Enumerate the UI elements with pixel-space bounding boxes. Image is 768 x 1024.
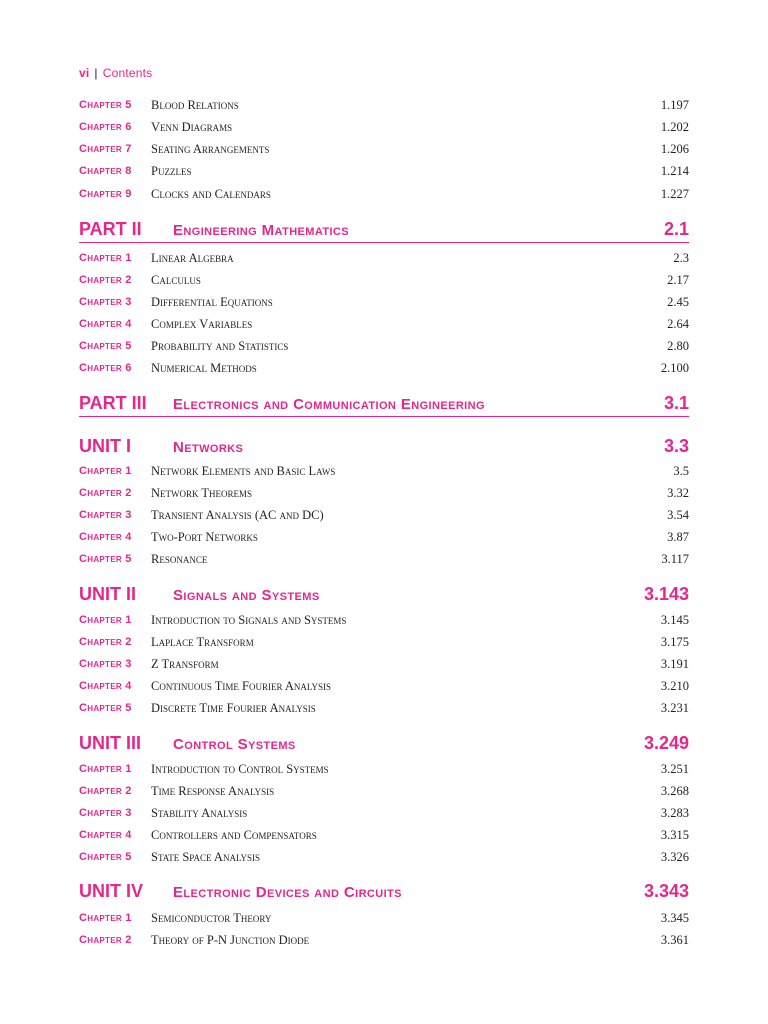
heading-title: Engineering Mathematics (173, 222, 350, 239)
heading-title: Control Systems (173, 736, 296, 753)
heading-title: Signals and Systems (173, 587, 320, 604)
part-heading (79, 216, 689, 243)
unit-heading (79, 730, 689, 756)
chapter-label: Chapter 6 (79, 121, 132, 133)
chapter-label: Chapter 3 (79, 509, 132, 521)
unit-heading (79, 581, 689, 607)
chapter-label: Chapter 1 (79, 763, 132, 775)
chapter-label: Chapter 5 (79, 702, 132, 714)
toc-chapter-row (79, 358, 689, 378)
heading-page-number: 3.249 (643, 733, 689, 753)
toc-chapter-row (79, 781, 689, 801)
heading-label: UNIT IV (79, 881, 144, 901)
toc-chapter-row (79, 549, 689, 569)
chapter-page-number: 1.197 (660, 98, 689, 112)
toc-chapter-row (79, 847, 689, 867)
heading-title: Electronics and Communication Engineering (173, 396, 485, 413)
chapter-page-number: 1.227 (660, 187, 689, 201)
heading-label: UNIT II (79, 584, 136, 604)
toc-chapter-row (79, 314, 689, 334)
toc-chapter-row (79, 676, 689, 696)
chapter-label: Chapter 3 (79, 807, 132, 819)
chapter-page-number: 3.268 (660, 784, 689, 798)
chapter-title: Theory of P-N Junction Diode (151, 933, 310, 947)
toc-chapter-row (79, 610, 689, 630)
chapter-title: Network Theorems (151, 486, 253, 500)
chapter-page-number: 2.100 (660, 361, 689, 375)
chapter-title: Continuous Time Fourier Analysis (151, 679, 332, 693)
chapter-title: Numerical Methods (151, 361, 257, 375)
heading-label: UNIT I (79, 436, 131, 456)
toc-chapter-row (79, 825, 689, 845)
heading-page-number: 3.3 (663, 436, 689, 456)
chapter-page-number: 2.64 (667, 317, 689, 331)
chapter-page-number: 1.206 (660, 142, 689, 156)
chapter-page-number: 2.45 (667, 295, 689, 309)
toc-chapter-row (79, 698, 689, 718)
chapter-title: Discrete Time Fourier Analysis (151, 701, 316, 715)
chapter-page-number: 3.175 (660, 635, 689, 649)
chapter-title: Controllers and Compensators (151, 828, 317, 842)
heading-title: Electronic Devices and Circuits (173, 884, 402, 901)
chapter-title: Venn Diagrams (151, 120, 233, 134)
chapter-title: Blood Relations (151, 98, 239, 112)
chapter-page-number: 3.54 (667, 508, 689, 522)
chapter-title: Complex Variables (151, 317, 253, 331)
chapter-label: Chapter 2 (79, 636, 132, 648)
chapter-title: State Space Analysis (151, 850, 261, 864)
unit-heading (79, 433, 689, 459)
toc-chapter-row (79, 161, 689, 181)
chapter-label: Chapter 9 (79, 188, 132, 200)
chapter-page-number: 3.5 (673, 464, 689, 478)
toc-chapter-row (79, 117, 689, 137)
chapter-label: Chapter 4 (79, 680, 132, 692)
chapter-title: Network Elements and Basic Laws (151, 464, 336, 478)
chapter-title: Differential Equations (151, 295, 273, 309)
toc-chapter-row (79, 248, 689, 268)
toc-chapter-row (79, 654, 689, 674)
header-title: Contents (102, 66, 153, 80)
chapter-label: Chapter 5 (79, 99, 132, 111)
toc-chapter-row (79, 461, 689, 481)
chapter-label: Chapter 2 (79, 785, 132, 797)
running-header (79, 66, 152, 80)
toc-chapter-row (79, 139, 689, 159)
chapter-label: Chapter 1 (79, 614, 132, 626)
chapter-page-number: 2.17 (667, 273, 689, 287)
heading-label: UNIT III (79, 733, 141, 753)
toc-chapter-row (79, 505, 689, 525)
chapter-title: Semiconductor Theory (151, 911, 272, 925)
chapter-label: Chapter 5 (79, 340, 132, 352)
chapter-title: Time Response Analysis (151, 784, 275, 798)
chapter-title: Introduction to Control Systems (151, 762, 329, 776)
chapter-label: Chapter 2 (79, 274, 132, 286)
chapter-title: Clocks and Calendars (151, 187, 271, 201)
heading-label: PART III (79, 393, 147, 413)
chapter-page-number: 2.3 (673, 251, 689, 265)
chapter-page-number: 3.315 (660, 828, 689, 842)
chapter-title: Z Transform (151, 657, 219, 671)
chapter-label: Chapter 4 (79, 531, 132, 543)
chapter-page-number: 3.87 (667, 530, 689, 544)
toc-chapter-row (79, 632, 689, 652)
toc-chapter-row (79, 759, 689, 779)
chapter-label: Chapter 4 (79, 829, 132, 841)
chapter-label: Chapter 2 (79, 487, 132, 499)
chapter-page-number: 3.283 (660, 806, 689, 820)
heading-page-number: 3.1 (663, 393, 689, 413)
chapter-label: Chapter 1 (79, 252, 132, 264)
chapter-page-number: 1.202 (660, 120, 689, 134)
header-separator: | (94, 66, 98, 80)
chapter-title: Two-Port Networks (151, 530, 258, 544)
toc-chapter-row (79, 292, 689, 312)
chapter-title: Laplace Transform (151, 635, 254, 649)
toc-chapter-row (79, 270, 689, 290)
chapter-title: Transient Analysis (AC and DC) (151, 508, 324, 522)
chapter-label: Chapter 7 (79, 143, 132, 155)
chapter-label: Chapter 5 (79, 553, 132, 565)
page-number: vi (79, 66, 90, 80)
toc-chapter-row (79, 527, 689, 547)
chapter-page-number: 1.214 (660, 164, 689, 178)
chapter-page-number: 3.145 (660, 613, 689, 627)
chapter-label: Chapter 4 (79, 318, 132, 330)
chapter-label: Chapter 3 (79, 296, 132, 308)
chapter-page-number: 3.231 (660, 701, 689, 715)
chapter-label: Chapter 1 (79, 465, 132, 477)
chapter-page-number: 3.345 (660, 911, 689, 925)
toc-chapter-row (79, 483, 689, 503)
chapter-label: Chapter 5 (79, 851, 132, 863)
chapter-label: Chapter 6 (79, 362, 132, 374)
part-heading (79, 390, 689, 417)
unit-heading (79, 878, 689, 904)
chapter-title: Resonance (151, 552, 208, 566)
toc-chapter-row (79, 930, 689, 950)
chapter-page-number: 3.32 (667, 486, 689, 500)
chapter-title: Introduction to Signals and Systems (151, 613, 347, 627)
chapter-page-number: 2.80 (667, 339, 689, 353)
chapter-title: Seating Arrangements (151, 142, 270, 156)
chapter-title: Probability and Statistics (151, 339, 289, 353)
toc-chapter-row (79, 908, 689, 928)
chapter-page-number: 3.210 (660, 679, 689, 693)
heading-page-number: 2.1 (663, 219, 689, 239)
toc-chapter-row (79, 95, 689, 115)
chapter-label: Chapter 8 (79, 165, 132, 177)
chapter-label: Chapter 3 (79, 658, 132, 670)
chapter-page-number: 3.191 (660, 657, 689, 671)
toc-chapter-row (79, 184, 689, 204)
chapter-title: Linear Algebra (151, 251, 234, 265)
chapter-page-number: 3.326 (660, 850, 689, 864)
heading-title: Networks (173, 439, 244, 456)
chapter-title: Calculus (151, 273, 201, 287)
chapter-label: Chapter 2 (79, 934, 132, 946)
toc-chapter-row (79, 336, 689, 356)
chapter-label: Chapter 1 (79, 912, 132, 924)
toc-chapter-row (79, 803, 689, 823)
chapter-page-number: 3.251 (660, 762, 689, 776)
chapter-title: Puzzles (151, 164, 192, 178)
chapter-page-number: 3.361 (660, 933, 689, 947)
heading-label: PART II (79, 219, 142, 239)
heading-page-number: 3.143 (643, 584, 689, 604)
chapter-page-number: 3.117 (661, 552, 689, 566)
heading-page-number: 3.343 (643, 881, 689, 901)
chapter-title: Stability Analysis (151, 806, 248, 820)
